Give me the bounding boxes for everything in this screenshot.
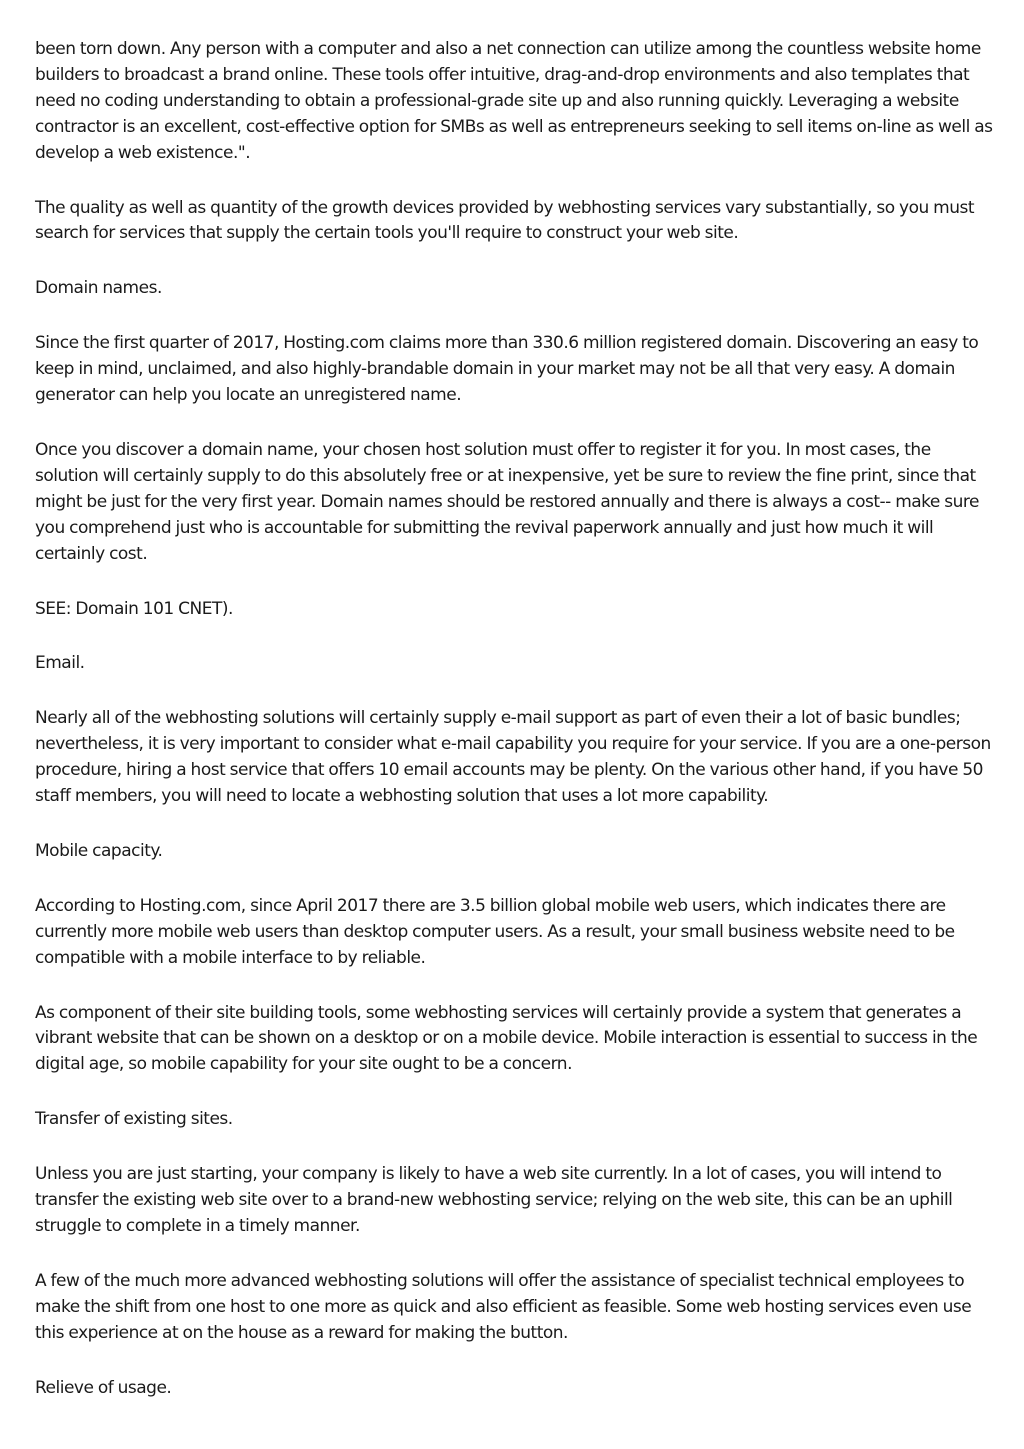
- heading-email: Email.: [35, 653, 85, 674]
- heading-ease-of-usage: Relieve of usage.: [35, 1377, 172, 1398]
- heading-domain-names: Domain names.: [35, 278, 162, 299]
- paragraph-mobile-tools: As component of their site building tools, some webhosting services will certainly provide a system that generates a vibrant website that can be shown on a desktop or on a mobile device. Mobile interaction is essential to success in the digital age, so mobile capability for your site ought to be a concern.: [35, 1002, 978, 1075]
- paragraph-transfer-existing: Unless you are just starting, your company is likely to have a web site currently. In a lot of cases, you will intend to transfer the existing web site over to a brand-new webhosting service; relying on the web site, this can be an uphill struggle to complete in a timely manner.: [35, 1164, 953, 1236]
- heading-transfer-sites: Transfer of existing sites.: [35, 1109, 233, 1130]
- paragraph-advanced-solutions: A few of the much more advanced webhosting solutions will offer the assistance of specialist technical employees to make the shift from one host to one more as quick and also efficient as feasible. Some web hosting services even use this experience at on the house as a reward for making the button.: [35, 1270, 972, 1343]
- paragraph-intro-continuation: been torn down. Any person with a computer and also a net connection can utilize among the countless website home builders to broadcast a brand online. These tools offer intuitive, drag-and-drop environments and also templates that need no coding understanding to obtain a professional-grade site up and also running quickly. Leveraging a website contractor is an excellent, cost-effective option for SMBs as well as entrepreneurs seeking to sell items on-line as well as develop a web existence.".: [35, 39, 993, 163]
- paragraph-see-domain-101: SEE: Domain 101 CNET).: [35, 598, 233, 619]
- paragraph-growth-devices: The quality as well as quantity of the growth devices provided by webhosting services vary substantially, so you must search for services that supply the certain tools you'll require to construct your web site.: [35, 197, 975, 244]
- paragraph-register-domain: Once you discover a domain name, your chosen host solution must offer to register it for you. In most cases, the solution will certainly supply to do this absolutely free or at inexpensive, yet be sure to review the fine print, since that might be just for the very first year. Domain names should be restored annually and there is always a cost-- make sure you comprehend just who is accountable for submitting the revival paperwork annually and just how much it will certainly cost.: [35, 439, 979, 564]
- paragraph-mobile-users: According to Hosting.com, since April 2017 there are 3.5 billion global mobile web users, which indicates there are currently more mobile web users than desktop computer users. As a result, your small business website need to be compatible with a mobile interface to by reliable.: [35, 895, 955, 968]
- paragraph-registered-domains: Since the first quarter of 2017, Hosting.com claims more than 330.6 million registered domain. Discovering an easy to keep in mind, unclaimed, and also highly-brandable domain in your market may not be all that very easy. A domain generator can help you locate an unregistered name.: [35, 333, 979, 406]
- document-page: [35, 37, 995, 1431]
- paragraph-email-support: Nearly all of the webhosting solutions will certainly supply e-mail support as part of even their a lot of basic bundles; nevertheless, it is very important to consider what e-mail capability you require for your service. If you are a one-person procedure, hiring a host service that offers 10 email accounts may be plenty. On the various other hand, if you have 50 staff members, you will need to locate a webhosting solution that uses a lot more capability.: [35, 708, 991, 807]
- heading-mobile-capacity: Mobile capacity.: [35, 840, 163, 861]
